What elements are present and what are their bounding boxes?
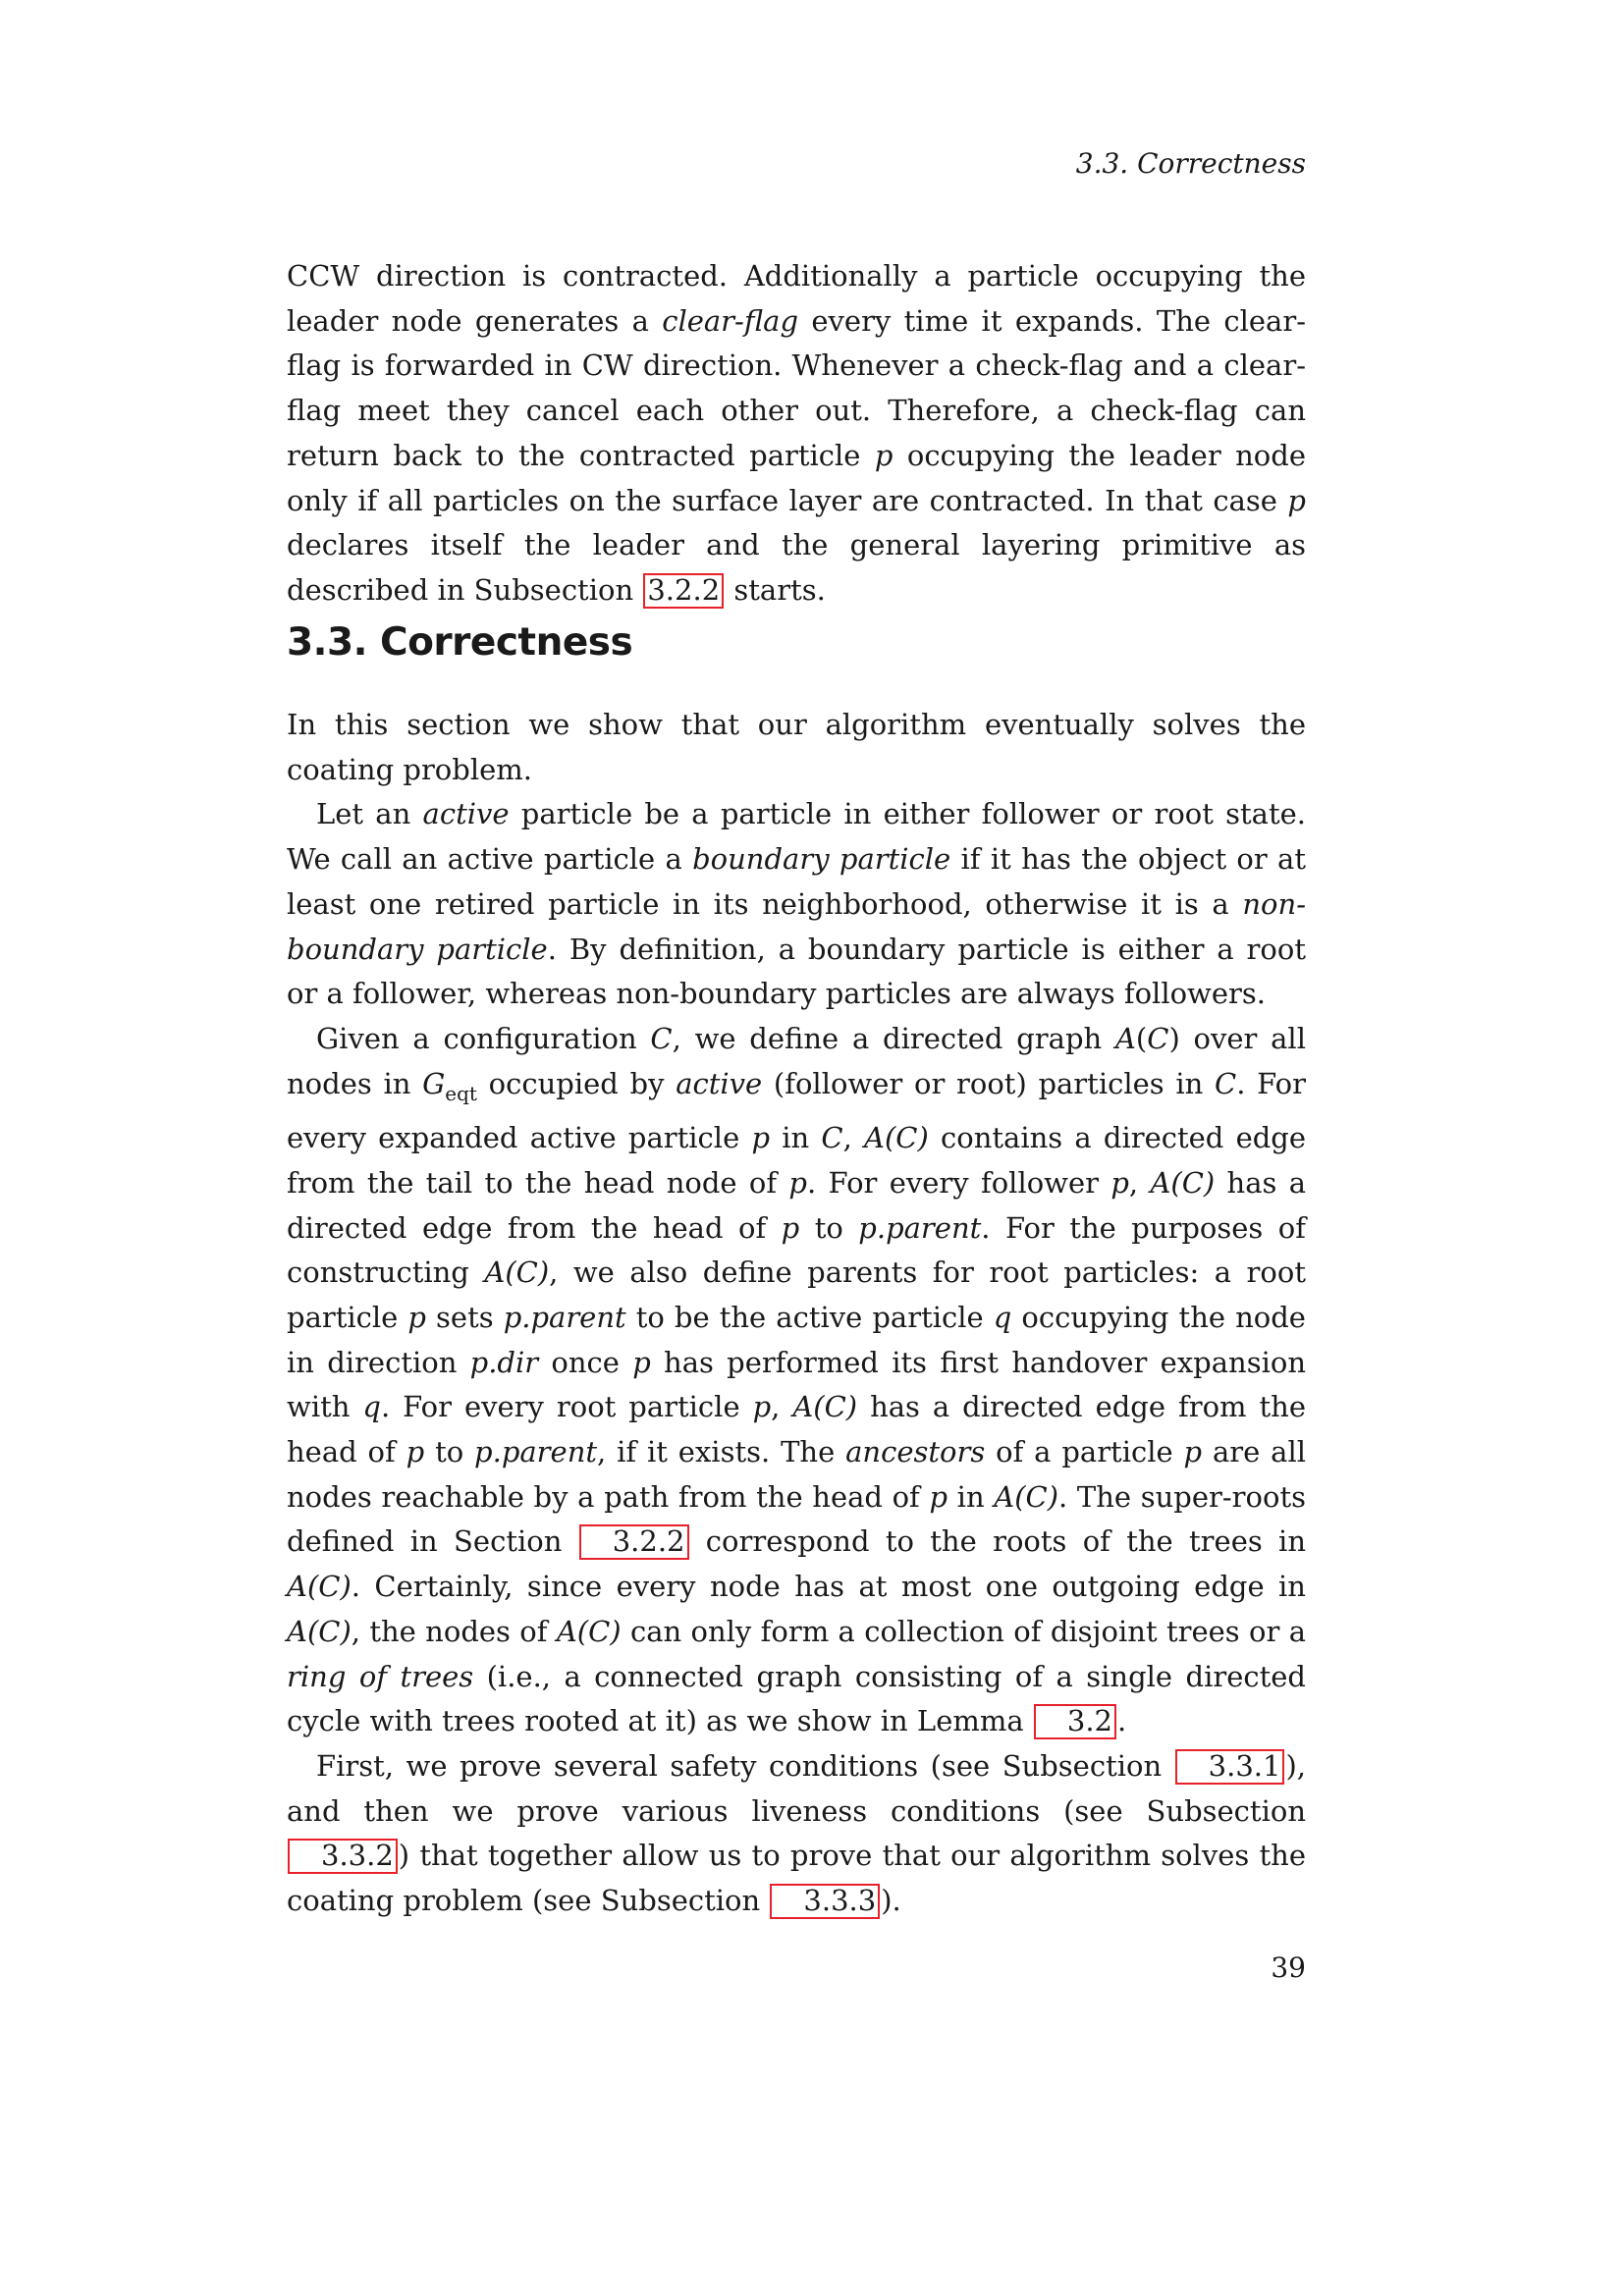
page-number: 39: [1271, 1951, 1306, 1984]
paragraph-intro: In this section we show that our algorithm eventually solves the coating problem.: [287, 708, 1306, 786]
paragraph-outline: First, we prove several safety conditions (see Subsection 3.3.1 ), and then we prove various liveness conditions (see Subsection 3.3.2 ) that together allow us to prove that our algorithm solves the coating problem (see Subsection 3.3.3 ).: [287, 1748, 1306, 1918]
subsection-link-3-3-1[interactable]: 3.3.1: [1175, 1749, 1285, 1785]
subsection-link-3-2-2[interactable]: 3.2.2: [643, 573, 724, 609]
term-clear-flag: clear-flag: [662, 303, 799, 338]
section-link-3-2-2[interactable]: 3.2.2: [579, 1524, 689, 1560]
intro-paragraph: CCW direction is contracted. Additionally a particle occupying the leader node generates a clear-flag every time it expands. The clear-flag is forwarded in CW direction. Whenever a check-flag and a clear-flag meet they cancel each other out. Therefore, a check-flag can return back to the contracted particle p occupying the leader node only if all particles on the surface layer are contracted. In that case p declares itself the leader and the general layering primitive as described in Subsection 3.2.2 starts.: [287, 259, 1306, 607]
paragraph-directed-graph: Given a configuration C, we define a directed graph A(C) over all nodes in $G_{eqt}$ occupied by active (follower or root) particles in C. For every expanded active particle p in C, A(C) contains a directed edge from the tail to the head node of p. For every follower p, A(C) has a directed edge from the head of p to p.parent. For the purposes of constructing A(C), we also define parents for root particles: a root particle p sets p.parent to be the active particle q occupying the node in direction p.dir once p has performed its first handover expansion with q. For every root particle p, A(C) has a directed edge from the head of p to p.parent, if it exists. The ancestors of a particle p are all nodes reachable by a path from the head of p in A(C). The super-roots defined in Section 3.2.2 correspond to the roots of the trees in A(C). Certainly, since every node has at most one outgoing edge in A(C), the nodes of A(C) can only form a collection of disjoint trees or a ring of trees (i.e., a connected graph consisting of a single directed cycle with trees rooted at it) as we show in Lemma 3.2 .: [287, 1021, 1307, 1738]
lemma-link-3-2[interactable]: 3.2: [1034, 1704, 1116, 1739]
subsection-link-3-3-2[interactable]: 3.3.2: [288, 1839, 398, 1874]
running-head: 3.3. Correctness: [1075, 147, 1306, 180]
section-title: 3.3. Correctness: [287, 620, 633, 665]
paragraph-active-particle: Let an active particle be a particle in either follower or root state. We call an active particle a boundary particle if it has the object or at least one retired particle in its neighborhood, otherwise it is a non-boundary particle. By definition, a boundary particle is either a root or a follower, whereas non-boundary particles are always followers.: [287, 797, 1307, 1011]
subsection-link-3-3-3[interactable]: 3.3.3: [770, 1884, 880, 1919]
section-body: [287, 703, 1306, 1924]
